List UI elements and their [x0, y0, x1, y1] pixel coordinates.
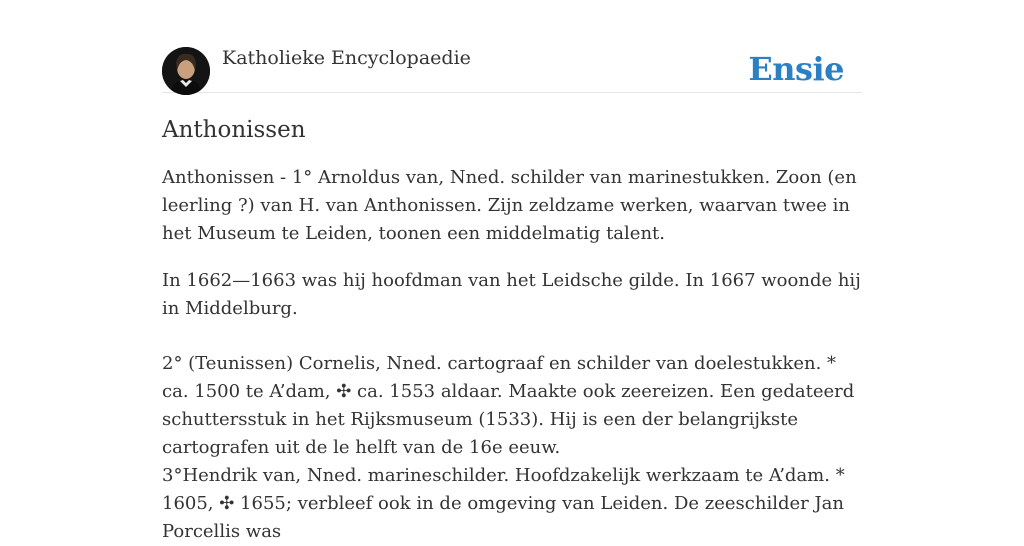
article-paragraph: In 1662—1663 was hij hoofdman van het Leidsche gilde. In 1667 woonde hij in Middelburg.: [162, 270, 861, 319]
article-title: Anthonissen: [162, 117, 306, 143]
site-header: [162, 46, 862, 93]
article-paragraph: 2° (Teunissen) Cornelis, Nned. cartograaf en schilder van doelestukken. * ca. 1500 te A’dam, ✣ ca. 1553 aldaar. Maakte ook zeereizen. Een gedateerd schuttersstuk in het Rijksmuseum (1533). Hij is een der belangrijkste cartografen uit de le helft van de 16e eeuw.: [162, 353, 855, 458]
article-paragraph: 3°Hendrik van, Nned. marineschilder. Hoofdzakelijk werkzaam te A’dam. * 1605, ✣ 1655; verbleef ook in de omgeving van Leiden. De zeeschilder Jan Porcellis was: [162, 465, 845, 542]
site-name[interactable]: Katholieke Encyclopaedie: [222, 47, 471, 69]
article-body: [162, 164, 862, 546]
ensie-logo[interactable]: Ensie: [748, 50, 844, 88]
encyclopedia-avatar[interactable]: [162, 47, 210, 95]
article-paragraph: Anthonissen - 1° Arnoldus van, Nned. schilder van marinestukken. Zoon (en leerling ?) van H. van Anthonissen. Zijn zeldzame werken, waarvan twee in het Museum te Leiden, toonen een middelmatig talent.: [162, 167, 857, 244]
page: [162, 46, 862, 546]
